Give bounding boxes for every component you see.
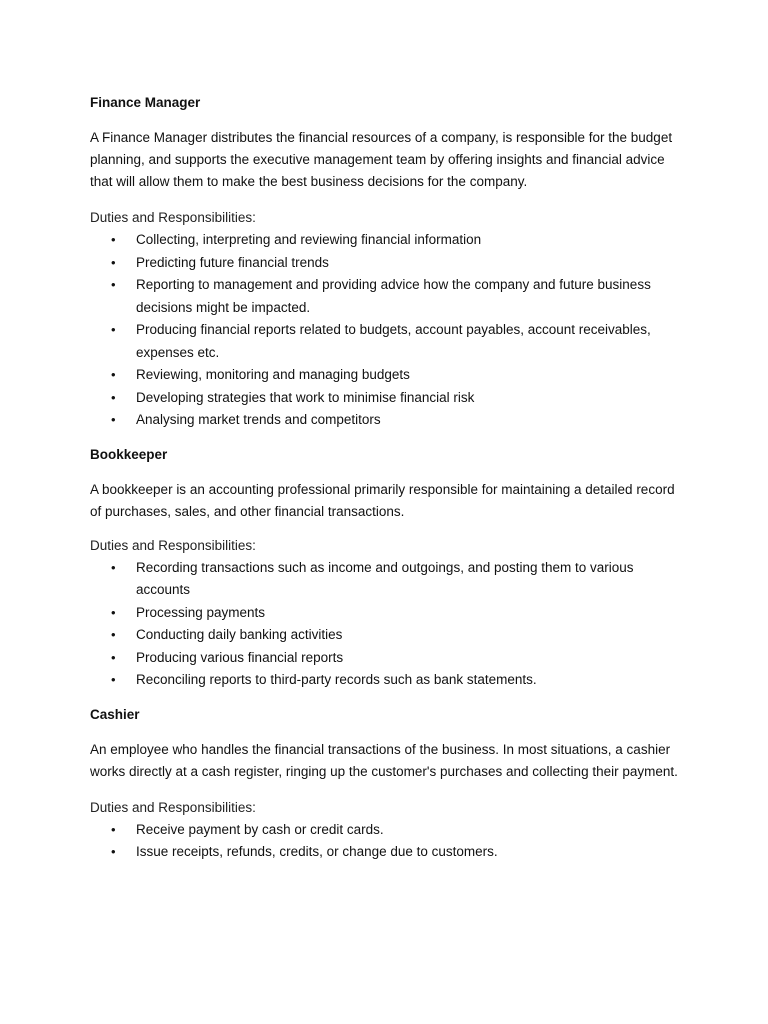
duties-list <box>90 229 678 432</box>
list-item <box>90 624 678 647</box>
list-item-text: Producing financial reports related to budgets, account payables, account receivables, expenses etc. <box>136 322 651 360</box>
list-item-text: Conducting daily banking activities <box>136 627 343 642</box>
bullet-icon: • <box>111 672 116 687</box>
bullet-icon: • <box>111 649 116 665</box>
bullet-icon: • <box>111 232 116 247</box>
bullet-icon: • <box>111 604 116 620</box>
list-item-text: Predicting future financial trends <box>136 254 329 270</box>
duties-list <box>90 819 678 864</box>
list-item <box>90 669 678 692</box>
list-item <box>90 557 678 602</box>
list-item <box>90 274 678 319</box>
list-item <box>90 819 678 842</box>
duties-label: Duties and Responsibilities: <box>90 799 256 815</box>
bullet-icon: • <box>111 322 116 337</box>
section-description: An employee who handles the financial transactions of the business. In most situations, a cashier works directly at a cash register, ringing up the customer's purchases and collecting their payment. <box>90 741 678 779</box>
section-title: Cashier <box>90 706 140 722</box>
list-item-text: Reconciling reports to third-party records such as bank statements. <box>136 672 537 687</box>
bullet-icon: • <box>111 821 116 837</box>
section-title: Bookkeeper <box>90 446 168 462</box>
section-title: Finance Manager <box>90 95 201 110</box>
duties-list <box>90 557 678 692</box>
list-item-text: Reviewing, monitoring and managing budgets <box>136 367 410 382</box>
section-description: A Finance Manager distributes the financial resources of a company, is responsible for the budget planning, and supports the executive management team by offering insights and financial advice that will allow them to make the best business decisions for the company. <box>90 130 673 189</box>
list-item <box>90 387 678 410</box>
bullet-icon: • <box>111 412 116 427</box>
list-item <box>90 409 678 432</box>
list-item <box>90 647 678 670</box>
bullet-icon: • <box>111 627 116 642</box>
list-item-text: Reporting to management and providing advice how the company and future business decisions might be impacted. <box>136 277 651 315</box>
bullet-icon: • <box>111 559 116 575</box>
list-item-text: Receive payment by cash or credit cards. <box>136 821 384 837</box>
list-item <box>90 252 678 275</box>
bullet-icon: • <box>111 389 116 405</box>
list-item <box>90 841 678 864</box>
bullet-icon: • <box>111 844 116 859</box>
list-item <box>90 602 678 625</box>
list-item-text: Processing payments <box>136 604 266 620</box>
duties-label: Duties and Responsibilities: <box>90 210 256 225</box>
section-finance-manager <box>90 94 678 432</box>
bullet-icon: • <box>111 254 116 270</box>
list-item-text: Recording transactions such as income and outgoings, and posting them to various accounts <box>136 559 634 597</box>
list-item <box>90 319 678 364</box>
list-item-text: Developing strategies that work to minimise financial risk <box>136 389 475 405</box>
list-item-text: Issue receipts, refunds, credits, or change due to customers. <box>136 844 498 859</box>
duties-label: Duties and Responsibilities: <box>90 537 256 553</box>
list-item <box>90 229 678 252</box>
section-description: A bookkeeper is an accounting professional primarily responsible for maintaining a detailed record of purchases, sales, and other financial transactions. <box>90 481 675 519</box>
section-bookkeeper <box>90 446 678 692</box>
list-item-text: Collecting, interpreting and reviewing financial information <box>136 232 482 247</box>
section-cashier <box>90 706 678 864</box>
bullet-icon: • <box>111 277 116 292</box>
list-item-text: Analysing market trends and competitors <box>136 412 381 427</box>
bullet-icon: • <box>111 367 116 382</box>
list-item <box>90 364 678 387</box>
list-item-text: Producing various financial reports <box>136 649 344 665</box>
